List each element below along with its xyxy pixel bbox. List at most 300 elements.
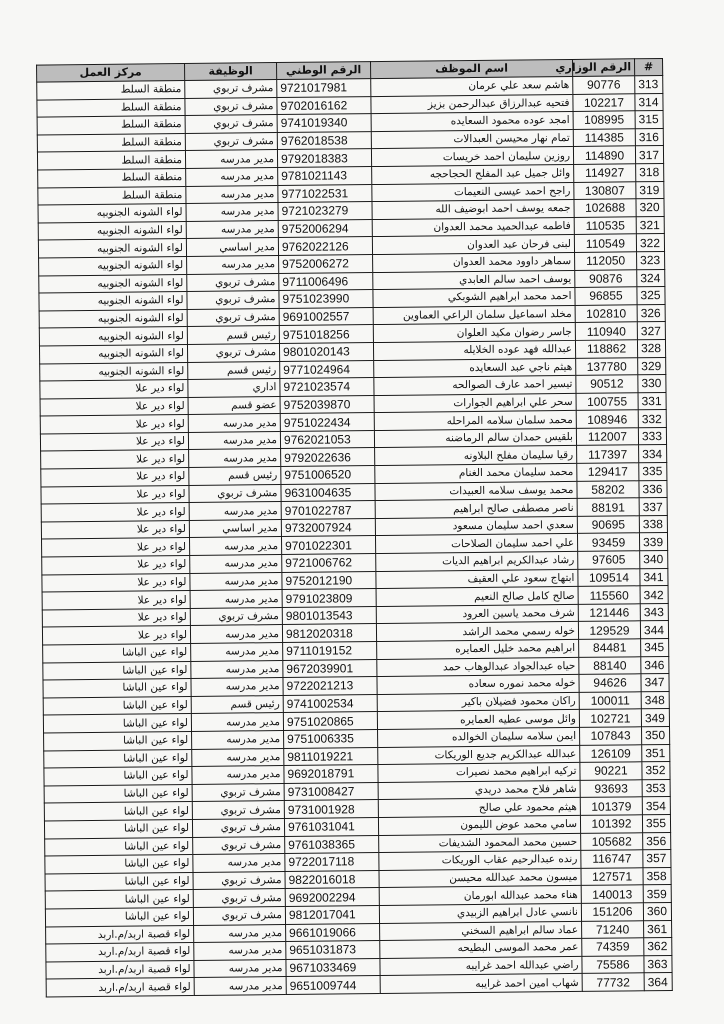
employee-name-cell: صالح كامل صالح النعيم [376,587,578,607]
row-number-cell: 334 [639,445,667,463]
row-number-cell: 352 [642,762,670,780]
employee-name-cell: يوسف احمد سالم العابدي [373,270,575,290]
row-number-cell: 317 [635,146,663,164]
job-title-cell: رئيس قسم [191,695,283,714]
row-number-cell: 361 [644,920,672,938]
row-number-cell: 332 [638,410,666,428]
national-id-cell: 9762018538 [277,131,371,150]
national-id-cell: 9711019152 [283,642,377,661]
national-id-cell: 9751018256 [279,325,373,344]
national-id-cell: 9741019340 [277,114,371,133]
job-title-cell: مدير مدرسه [194,977,286,996]
employee-name-cell: فاطمه عبدالحميد محمد العدوان [372,217,574,237]
job-title-cell: مشرف تربوي [192,801,284,820]
work-center-cell: لواء دير علا [40,380,188,399]
employee-name-cell: علي احمد سليمان الصلاحات [375,534,577,554]
work-center-cell: لواء عين الباشا [45,907,193,926]
row-number-cell: 362 [644,938,672,956]
job-title-cell: مدير مدرسه [186,220,278,239]
employee-name-cell: خوله رسمي محمد الراشد [376,622,578,642]
ministry-id-cell: 116747 [581,850,643,868]
work-center-cell: لواء الشونه الجنوبيه [39,327,187,346]
header-ministry-id: الرقم الوزاري [573,59,635,77]
work-center-cell: لواء عين الباشا [45,837,193,856]
job-title-cell: مدير مدرسه [191,678,283,697]
row-number-cell: 337 [639,498,667,516]
ministry-id-cell: 90512 [576,375,638,393]
employee-name-cell: وائل موسى عطيه العمايره [377,710,579,730]
employee-name-cell: راكان محمود فضيلان باكير [377,692,579,712]
row-number-cell: 325 [637,287,665,305]
ministry-id-cell: 117397 [577,445,639,463]
work-center-cell: لواء دير علا [40,432,188,451]
work-center-cell: منطقة السلط [37,98,185,117]
job-title-cell: مشرف تربوي [193,871,285,890]
national-id-cell: 9691002557 [279,307,373,326]
row-number-cell: 313 [635,76,663,94]
job-title-cell: مدير مدرسه [186,203,278,222]
job-title-cell: مشرف تربوي [187,343,279,362]
work-center-cell: لواء الشونه الجنوبيه [39,309,187,328]
ministry-id-cell: 112050 [575,252,637,270]
national-id-cell: 9721023574 [280,378,374,397]
job-title-cell: مدير مدرسه [194,942,286,961]
national-id-cell: 9651031873 [286,941,380,960]
ministry-id-cell: 90221 [580,762,642,780]
employee-name-cell: هاشم سعد علي عرمان [371,76,573,96]
job-title-cell: مشرف تربوي [190,607,282,626]
work-center-cell: لواء قصبة اربد/م.اربد [46,978,194,997]
job-title-cell: مشرف تربوي [187,308,279,327]
national-id-cell: 9791023809 [282,589,376,608]
job-title-cell: مشرف تربوي [187,291,279,310]
national-id-cell: 9811019221 [284,747,378,766]
national-id-cell: 9671033469 [286,958,380,977]
work-center-cell: لواء عين الباشا [43,643,191,662]
row-number-cell: 331 [638,392,666,410]
work-center-cell: لواء دير علا [42,573,190,592]
job-title-cell: مشرف تربوي [193,889,285,908]
row-number-cell: 343 [640,603,668,621]
row-number-cell: 327 [637,322,665,340]
national-id-cell: 9752012190 [282,571,376,590]
job-title-cell: مدير مدرسه [188,431,280,450]
employee-name-cell: راجح احمد عيسى النعيمات [372,182,574,202]
national-id-cell: 9701022787 [281,501,375,520]
job-title-cell: مدير مدرسه [190,625,282,644]
work-center-cell: لواء عين الباشا [45,890,193,909]
job-title-cell: مدير مدرسه [191,660,283,679]
national-id-cell: 9651009744 [286,976,380,995]
work-center-cell: لواء دير علا [41,468,189,487]
employee-name-cell: شرف محمد ياسين العرود [376,604,578,624]
ministry-id-cell: 77732 [582,973,644,991]
header-num: # [635,59,663,76]
employee-name-cell: هناء محمد عبدالله ابورمان [379,886,581,906]
work-center-cell: لواء دير علا [41,520,189,539]
job-title-cell: مشرف تربوي [187,273,279,292]
header-employee-name: اسم الموظف [371,59,573,78]
ministry-id-cell: 110940 [575,322,637,340]
row-number-cell: 357 [643,850,671,868]
ministry-id-cell: 114890 [573,146,635,164]
ministry-id-cell: 151206 [581,903,643,921]
national-id-cell: 9721006762 [282,554,376,573]
ministry-id-cell: 102810 [575,305,637,323]
ministry-id-cell: 105682 [581,832,643,850]
work-center-cell: لواء الشونه الجنوبيه [38,239,186,258]
national-id-cell: 9701022301 [281,536,375,555]
employee-name-cell: روزين سليمان احمد خريسات [371,147,573,167]
ministry-id-cell: 114927 [574,164,636,182]
ministry-id-cell: 115560 [578,586,640,604]
row-number-cell: 319 [636,181,664,199]
work-center-cell: لواء عين الباشا [44,731,192,750]
national-id-cell: 9762022126 [278,237,372,256]
job-title-cell: مدير مدرسه [186,185,278,204]
job-title-cell: مدير مدرسه [191,643,283,662]
header-work-center: مركز العمل [37,64,185,83]
work-center-cell: لواء الشونه الجنوبيه [38,204,186,223]
employee-name-cell: جمعه يوسف احمد ابوضيف الله [372,200,574,220]
job-title-cell: مشرف تربوي [192,783,284,802]
row-number-cell: 364 [644,973,672,991]
ministry-id-cell: 102721 [579,709,641,727]
table-body [37,76,673,997]
ministry-id-cell: 71240 [582,920,644,938]
row-number-cell: 315 [635,111,663,129]
national-id-cell: 9792018383 [277,149,371,168]
national-id-cell: 9812020318 [282,624,376,643]
employee-name-cell: تركيه ابراهيم محمد نصيرات [378,763,580,783]
ministry-id-cell: 102688 [574,199,636,217]
employee-name-cell: سماهر داوود محمد العدوان [373,252,575,272]
ministry-id-cell: 101379 [580,797,642,815]
job-title-cell: مشرف تربوي [193,836,285,855]
work-center-cell: لواء قصبة اربد/م.اربد [46,960,194,979]
job-title-cell: عضو قسم [188,396,280,415]
job-title-cell: مشرف تربوي [193,906,285,925]
work-center-cell: لواء دير علا [42,591,190,610]
row-number-cell: 335 [639,463,667,481]
job-title-cell: مشرف تربوي [192,818,284,837]
job-title-cell: مشرف تربوي [189,484,281,503]
employee-name-cell: عبدالله عبدالكريم جديع الوريكات [378,745,580,765]
ministry-id-cell: 90695 [577,516,639,534]
work-center-cell: لواء عين الباشا [43,679,191,698]
ministry-id-cell: 74359 [582,938,644,956]
row-number-cell: 326 [637,304,665,322]
ministry-id-cell: 93693 [580,780,642,798]
employee-name-cell: مخلد اسماعيل سلمان الراعي العماوين [373,305,575,325]
work-center-cell: لواء عين الباشا [43,714,191,733]
ministry-id-cell: 108946 [576,410,638,428]
employee-name-cell: رشاد عبدالكريم ابراهيم الديات [376,551,578,571]
ministry-id-cell: 90776 [573,76,635,94]
employee-name-cell: محمد يوسف سلامه العبيدات [375,481,577,501]
row-number-cell: 345 [641,638,669,656]
work-center-cell: لواء دير علا [42,626,190,645]
work-center-cell: لواء الشونه الجنوبيه [38,221,186,240]
row-number-cell: 342 [640,586,668,604]
employee-name-cell: هيثم محمود علي صالح [378,798,580,818]
ministry-id-cell: 58202 [577,480,639,498]
row-number-cell: 350 [642,726,670,744]
work-center-cell: لواء دير علا [40,397,188,416]
employee-name-cell: رقيا سليمان مفلح البلاونه [375,446,577,466]
work-center-cell: لواء الشونه الجنوبيه [39,274,187,293]
job-title-cell: مدير مدرسه [193,854,285,873]
job-title-cell: مدير مدرسه [194,959,286,978]
national-id-cell: 9751022434 [280,413,374,432]
national-id-cell: 9801020143 [279,342,373,361]
row-number-cell: 348 [641,691,669,709]
employee-name-cell: خوله محمد نموره سعاده [377,675,579,695]
ministry-id-cell: 112007 [576,428,638,446]
employee-name-cell: ايمن سلامه سليمان الخوالده [378,727,580,747]
employee-name-cell: شهاب امين احمد غرايبه [380,974,582,994]
row-number-cell: 353 [642,779,670,797]
employee-name-cell: لبنى فرحان عبد العدوان [372,235,574,255]
job-title-cell: مدير مدرسه [192,748,284,767]
ministry-id-cell: 75586 [582,955,644,973]
work-center-cell: لواء الشونه الجنوبيه [40,362,188,381]
ministry-id-cell: 97605 [578,551,640,569]
national-id-cell: 9762021053 [280,430,374,449]
employee-name-cell: سعدي احمد سليمان مسعود [375,516,577,536]
staff-table [36,58,673,997]
national-id-cell: 9741002534 [283,694,377,713]
work-center-cell: لواء دير علا [41,450,189,469]
ministry-id-cell: 121446 [578,604,640,622]
row-number-cell: 351 [642,744,670,762]
ministry-id-cell: 127571 [581,867,643,885]
work-center-cell: لواء دير علا [40,415,188,434]
national-id-cell: 9692002294 [285,888,379,907]
national-id-cell: 9702016162 [277,96,371,115]
row-number-cell: 323 [637,251,665,269]
ministry-id-cell: 100011 [579,692,641,710]
national-id-cell: 9711006496 [279,272,373,291]
row-number-cell: 318 [636,163,664,181]
ministry-id-cell: 84481 [579,639,641,657]
work-center-cell: لواء قصبة اربد/م.اربد [46,925,194,944]
row-number-cell: 340 [640,551,668,569]
job-title-cell: رئيس قسم [187,326,279,345]
employee-name-cell: شاهر فلاح محمد دريدي [378,780,580,800]
ministry-id-cell: 90876 [575,269,637,287]
work-center-cell: لواء عين الباشا [43,696,191,715]
employee-name-cell: عماد سالم ابراهيم السخني [380,921,582,941]
ministry-id-cell: 110535 [574,217,636,235]
job-title-cell: رئيس قسم [188,361,280,380]
employee-name-cell: حسين محمد المحمود الشديفات [379,833,581,853]
employee-name-cell: عمر محمد الموسى البطيحه [380,938,582,958]
work-center-cell: لواء دير علا [42,608,190,627]
ministry-id-cell: 110549 [574,234,636,252]
work-center-cell: لواء دير علا [42,556,190,575]
work-center-cell: منطقة السلط [37,151,185,170]
row-number-cell: 328 [637,339,665,357]
row-number-cell: 347 [641,674,669,692]
job-title-cell: مدير مدرسه [191,713,283,732]
work-center-cell: لواء دير علا [42,538,190,557]
job-title-cell: مشرف تربوي [185,97,277,116]
national-id-cell: 9752006272 [279,254,373,273]
national-id-cell: 9771024964 [280,360,374,379]
work-center-cell: لواء عين الباشا [45,855,193,874]
ministry-id-cell: 129417 [577,463,639,481]
row-number-cell: 333 [638,427,666,445]
header-national-id: الرقم الوطني [277,62,371,80]
work-center-cell: لواء دير علا [41,485,189,504]
row-number-cell: 336 [639,480,667,498]
ministry-id-cell: 94626 [579,674,641,692]
work-center-cell: منطقة السلط [37,116,185,135]
employee-name-cell: سحر علي ابراهيم الجوارات [374,393,576,413]
employee-name-cell: سامي محمد عوض الليمون [378,815,580,835]
ministry-id-cell: 100755 [576,392,638,410]
job-title-cell: مدير مدرسه [194,924,286,943]
ministry-id-cell: 108995 [573,111,635,129]
work-center-cell: منطقة السلط [38,186,186,205]
employee-name-cell: محمد سليمان محمد الغنام [375,463,577,483]
work-center-cell: لواء الشونه الجنوبيه [39,344,187,363]
ministry-id-cell: 88191 [577,498,639,516]
row-number-cell: 359 [643,885,671,903]
row-number-cell: 339 [639,533,667,551]
job-title-cell: مدير مدرسه [187,255,279,274]
national-id-cell: 9771022531 [278,184,372,203]
work-center-cell: لواء عين الباشا [44,767,192,786]
national-id-cell: 9631004635 [281,483,375,502]
employee-name-cell: رنده عبدالرحيم عقاب الوريكات [379,851,581,871]
national-id-cell: 9721017981 [277,79,371,98]
national-id-cell: 9722021213 [283,677,377,696]
row-number-cell: 354 [642,797,670,815]
national-id-cell: 9692018791 [284,765,378,784]
work-center-cell: لواء عين الباشا [43,661,191,680]
national-id-cell: 9732007924 [281,518,375,537]
employee-name-cell: حياه عبدالجواد عبدالوهاب حمد [377,657,579,677]
work-center-cell: لواء عين الباشا [45,872,193,891]
row-number-cell: 329 [638,357,666,375]
ministry-id-cell: 93459 [577,533,639,551]
job-title-cell: مدير مدرسه [189,502,281,521]
job-title-cell: مدير اساسي [186,238,278,257]
job-title-cell: مدير مدرسه [189,537,281,556]
national-id-cell: 9752006294 [278,219,372,238]
national-id-cell: 9822016018 [285,870,379,889]
national-id-cell: 9761038365 [285,835,379,854]
work-center-cell: لواء عين الباشا [44,802,192,821]
row-number-cell: 320 [636,199,664,217]
job-title-cell: مشرف تربوي [185,132,277,151]
ministry-id-cell: 114385 [573,129,635,147]
national-id-cell: 9672039901 [283,659,377,678]
employee-name-cell: وائل جميل عبد المفلح الحجاحجه [372,164,574,184]
ministry-id-cell: 101392 [580,815,642,833]
national-id-cell: 9761031041 [284,817,378,836]
employee-name-cell: عبدالله فهد عوده الخلايله [373,340,575,360]
work-center-cell: منطقة السلط [38,168,186,187]
work-center-cell: لواء قصبة اربد/م.اربد [46,943,194,962]
row-number-cell: 338 [639,515,667,533]
row-number-cell: 314 [635,93,663,111]
national-id-cell: 9721023279 [278,202,372,221]
work-center-cell: لواء الشونه الجنوبيه [39,292,187,311]
header-job: الوظيفة [185,63,277,81]
job-title-cell: مدير مدرسه [188,414,280,433]
employee-name-cell: ابتهاج سعود علي العقيف [376,569,578,589]
ministry-id-cell: 88140 [579,656,641,674]
job-title-cell: رئيس قسم [189,467,281,486]
national-id-cell: 9751006335 [284,729,378,748]
job-title-cell: مدير مدرسه [185,150,277,169]
work-center-cell: لواء دير علا [41,503,189,522]
employee-name-cell: ابراهيم محمد خليل العمايره [377,639,579,659]
ministry-id-cell: 96855 [575,287,637,305]
employee-name-cell: احمد محمد ابراهيم الشوبكي [373,288,575,308]
work-center-cell: منطقة السلط [37,133,185,152]
job-title-cell: مدير مدرسه [189,449,281,468]
row-number-cell: 346 [641,656,669,674]
employee-name-cell: ناصر مصطفى صالح ابراهيم [375,499,577,519]
ministry-id-cell: 102217 [573,93,635,111]
employee-name-cell: امجد عوده محمود السعايده [371,112,573,132]
ministry-id-cell: 126109 [580,744,642,762]
employee-name-cell: فتحيه عبدالرزاق عبدالرحمن بزيز [371,94,573,114]
row-number-cell: 341 [640,568,668,586]
job-title-cell: مشرف تربوي [185,115,277,134]
work-center-cell: لواء عين الباشا [44,819,192,838]
row-number-cell: 322 [636,234,664,252]
national-id-cell: 9751006520 [281,466,375,485]
national-id-cell: 9801013543 [282,606,376,625]
national-id-cell: 9792022636 [281,448,375,467]
national-id-cell: 9752039870 [280,395,374,414]
employee-name-cell: تيسير احمد عارف الصوالحه [374,376,576,396]
row-number-cell: 316 [635,128,663,146]
ministry-id-cell: 129529 [578,621,640,639]
national-id-cell: 9812017041 [285,905,379,924]
national-id-cell: 9722017118 [285,853,379,872]
ministry-id-cell: 140013 [581,885,643,903]
row-number-cell: 358 [643,867,671,885]
national-id-cell: 9661019066 [286,923,380,942]
job-title-cell: مدير اساسي [189,519,281,538]
job-title-cell: مدير مدرسه [192,730,284,749]
row-number-cell: 330 [638,375,666,393]
employee-name-cell: نانسي عادل ابراهيم الزبيدي [379,903,581,923]
ministry-id-cell: 130807 [574,181,636,199]
job-title-cell: مدير مدرسه [190,572,282,591]
work-center-cell: لواء عين الباشا [44,784,192,803]
row-number-cell: 344 [640,621,668,639]
row-number-cell: 324 [637,269,665,287]
job-title-cell: مدير مدرسه [190,555,282,574]
national-id-cell: 9751023990 [279,290,373,309]
row-number-cell: 355 [642,814,670,832]
job-title-cell: مدير مدرسه [186,168,278,187]
employee-name-cell: تمام نهار محيسن العبدالات [371,129,573,149]
job-title-cell: مدير مدرسه [192,766,284,785]
ministry-id-cell: 118862 [575,340,637,358]
employee-name-cell: جاسر رضوان مكيد العلوان [373,323,575,343]
ministry-id-cell: 107843 [580,727,642,745]
row-number-cell: 356 [643,832,671,850]
work-center-cell: لواء الشونه الجنوبيه [39,256,187,275]
